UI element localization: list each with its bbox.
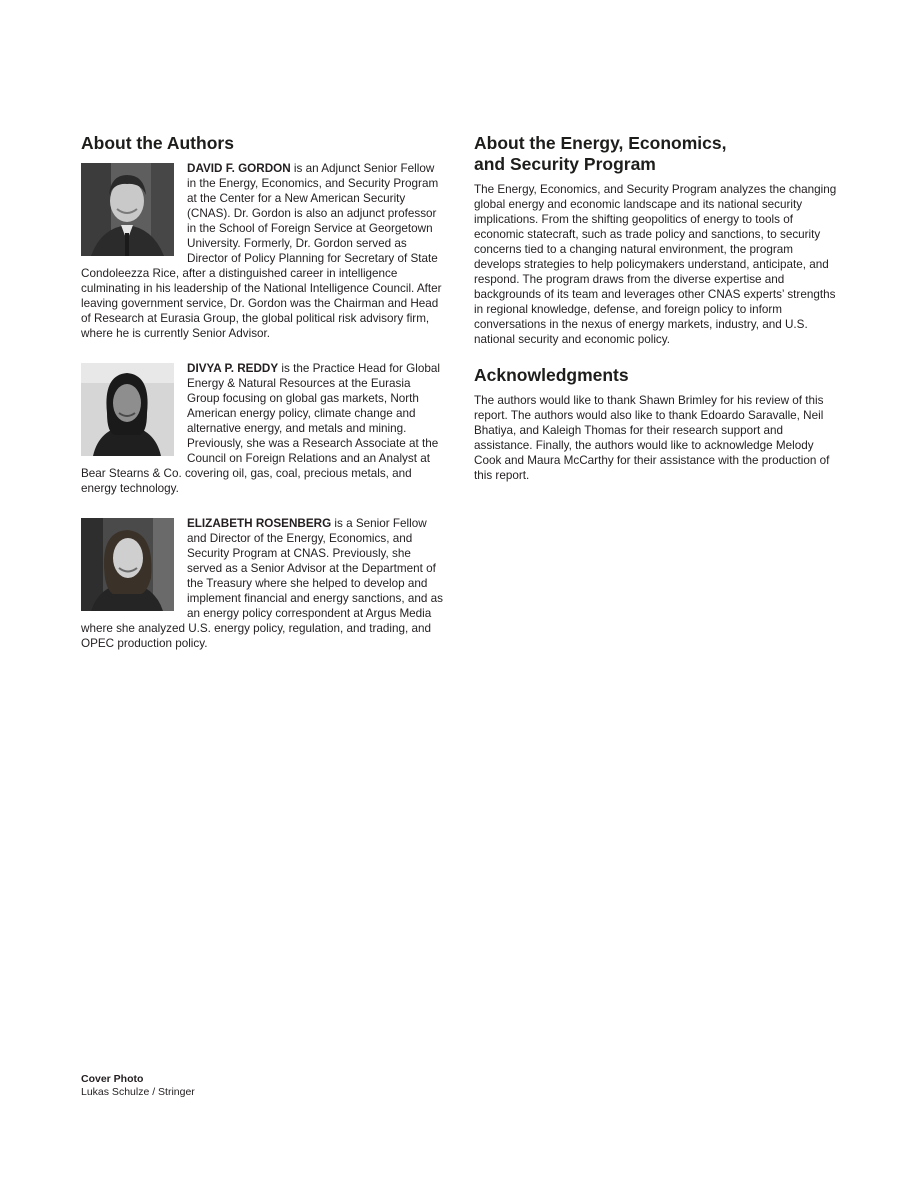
program-description: The Energy, Economics, and Security Program analyzes the changing global energy and economic landscape and its national security implications. From the shifting geopolitics of energy to tools of economic statecraft, such as trade policy and sanctions, to security concerns tied to a changing natural environment, the program develops strategies to help policymakers understand, anticipate, and respond. The program draws from the diverse expertise and backgrounds of its team and leverages other CNAS experts’ strengths in regional knowledge, defense, and foreign policy to inform conversations in the nexus of energy markets, industry, and U.S. national security and economic policy. xyxy=(474,183,837,346)
section-spacer xyxy=(474,347,842,365)
cover-photo-attribution: Lukas Schulze / Stringer xyxy=(81,1086,195,1098)
author-photo-reddy xyxy=(81,363,174,456)
acknowledgments-heading: Acknowledgments xyxy=(474,365,629,385)
cover-photo-title: Cover Photo xyxy=(81,1073,144,1085)
author-photo-rosenberg xyxy=(81,518,174,611)
authors-heading: About the Authors xyxy=(81,133,234,153)
cover-photo-credit xyxy=(81,1073,195,1099)
authors-column xyxy=(81,133,443,651)
author-bio-rosenberg xyxy=(81,516,443,651)
program-heading-line-2: and Security Program xyxy=(474,154,656,174)
author-bio-body: is an Adjunct Senior Fellow in the Energy, Economics, and Security Program at the Center for a New American Security (CNAS). Dr. Gordon is also an adjunct professor in the School of Foreign Service at Georgetown University. Formerly, Dr. Gordon served as Director of Policy Planning for Secretary of State Condoleezza Rice, after a distinguished career in intelligence culminating in his leadership of the National Intelligence Council. After leaving government service, Dr. Gordon was the Chairman and Head of Research at Eurasia Group, the global political risk advisory firm, where he is currently Senior Advisor. xyxy=(81,162,442,340)
author-bio-body: is the Practice Head for Global Energy & Natural Resources at the Eurasia Group focusing on global gas markets, North American energy policy, climate change and alternative energy, and metals and mining. Previously, she was a Research Associate at the Council on Foreign Relations and an Analyst at Bear Stearns & Co. covering oil, gas, coal, precious metals, and energy technology. xyxy=(81,362,440,495)
author-bio-body: is a Senior Fellow and Director of the Energy, Economics, and Security Program at CNAS. Previously, she served as a Senior Advisor at the Department of the Treasury where she helped to develop and implement financial and energy sanctions, and as an energy policy correspondent at Argus Media where she analyzed U.S. energy policy, regulation, and trading, and OPEC production policy. xyxy=(81,517,443,650)
author-name: DIVYA P. REDDY xyxy=(187,362,279,375)
program-heading xyxy=(474,133,842,175)
author-name: DAVID F. GORDON xyxy=(187,162,291,175)
acknowledgments-text: The authors would like to thank Shawn Brimley for his review of this report. The authors would also like to thank Edoardo Saravalle, Neil Bhatiya, and Kaleigh Thomas for their research support and assistance. Finally, the authors would like to acknowledge Melody Cook and Maura McCarthy for their assistance with the production of this report. xyxy=(474,394,830,482)
author-bio-reddy xyxy=(81,361,443,496)
program-heading-line-1: About the Energy, Economics, xyxy=(474,133,727,153)
author-name: ELIZABETH ROSENBERG xyxy=(187,517,332,530)
author-photo-gordon xyxy=(81,163,174,256)
program-column xyxy=(474,133,842,483)
author-bio-gordon xyxy=(81,161,443,341)
